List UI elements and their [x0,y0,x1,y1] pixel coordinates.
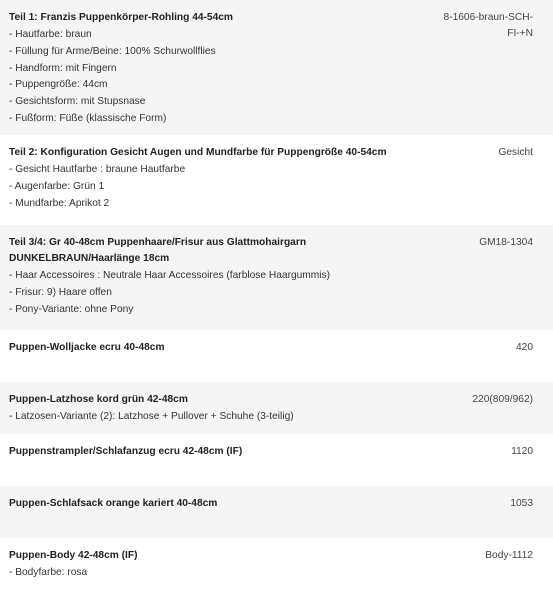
order-item-attribute: - Frisur: 9) Haare offen [9,286,112,298]
order-item-attributes [9,162,474,212]
order-item-attribute: - Haar Accessoires : Neutrale Haar Accessoires (farblose Haargummis) [9,270,331,281]
order-item-sku: GM18-1304 [479,237,533,248]
order-item-title: Teil 1: Franzis Puppenkörper-Rohling 44-54cm [9,12,233,23]
order-item-title: Teil 3/4: Gr 40-48cm Puppenhaare/Frisur aus Glattmohairgarn DUNKELBRAUN/Haarlänge 18cm [9,237,307,264]
order-item-row [0,538,553,598]
order-item-attribute: - Gesichtsform: mit Stupsnase [9,96,146,108]
order-item-title: Puppen-Wolljacke ecru 40-48cm [9,342,165,353]
order-item-attributes [9,409,448,426]
order-item-sku: Gesicht [498,147,533,158]
order-item-attribute: - Latzosen-Variante (2): Latzhose + Pullover + Schuhe (3-teilig) [9,411,294,422]
order-item-attribute: - Hautfarbe: braun [9,29,92,40]
order-item-attribute: - Pony-Variante: ohne Pony [9,303,134,315]
order-item-sku: 420 [516,342,533,353]
order-item-details [9,145,474,212]
order-item-attributes [9,565,461,582]
order-item-details [9,235,455,318]
order-item-details [9,496,486,512]
order-item-row [0,0,553,135]
order-item-row [0,330,553,382]
order-item-sku: 8-1606-braun-SCH-FI-+N [443,12,533,39]
order-item-sku: 1053 [510,498,533,509]
order-item-attribute: - Fußform: Füße (klassische Form) [9,112,167,124]
order-item-attribute: - Handform: mit Fingern [9,62,117,74]
order-item-attribute: - Puppengröße: 44cm [9,79,108,91]
order-item-attribute: - Bodyfarbe: rosa [9,567,88,578]
order-item-title: Puppen-Latzhose kord grün 42-48cm [9,394,188,405]
order-item-row [0,225,553,330]
order-item-attribute: - Gesicht Hautfarbe : braune Hautfarbe [9,164,186,175]
order-item-attribute: - Mundfarbe: Aprikot 2 [9,197,110,209]
order-item-title: Puppenstrampler/Schlafanzug ecru 42-48cm (IF) [9,446,243,457]
order-item-details [9,444,487,460]
order-item-row [0,135,553,225]
order-item-title: Puppen-Body 42-48cm (IF) [9,550,138,561]
order-item-attribute: - Augenfarbe: Grün 1 [9,180,105,192]
order-item-attribute: - Füllung für Arme/Beine: 100% Schurwollflies [9,45,216,57]
order-item-sku: 220(809/962) [472,394,533,405]
order-item-details [9,548,461,582]
order-item-row [0,486,553,538]
order-item-title: Puppen-Schlafsack orange kariert 40-48cm [9,498,218,509]
order-item-row [0,382,553,434]
order-item-details [9,340,492,356]
order-item-row [0,434,553,486]
order-item-details [9,392,448,426]
order-item-title: Teil 2: Konfiguration Gesicht Augen und Mundfarbe für Puppengröße 40-54cm [9,147,387,158]
order-item-sku: Body-1112 [485,550,533,561]
order-item-attributes [9,268,455,318]
order-item-sku: 1120 [511,446,533,457]
order-item-details [9,10,439,128]
order-item-attributes [9,27,439,128]
